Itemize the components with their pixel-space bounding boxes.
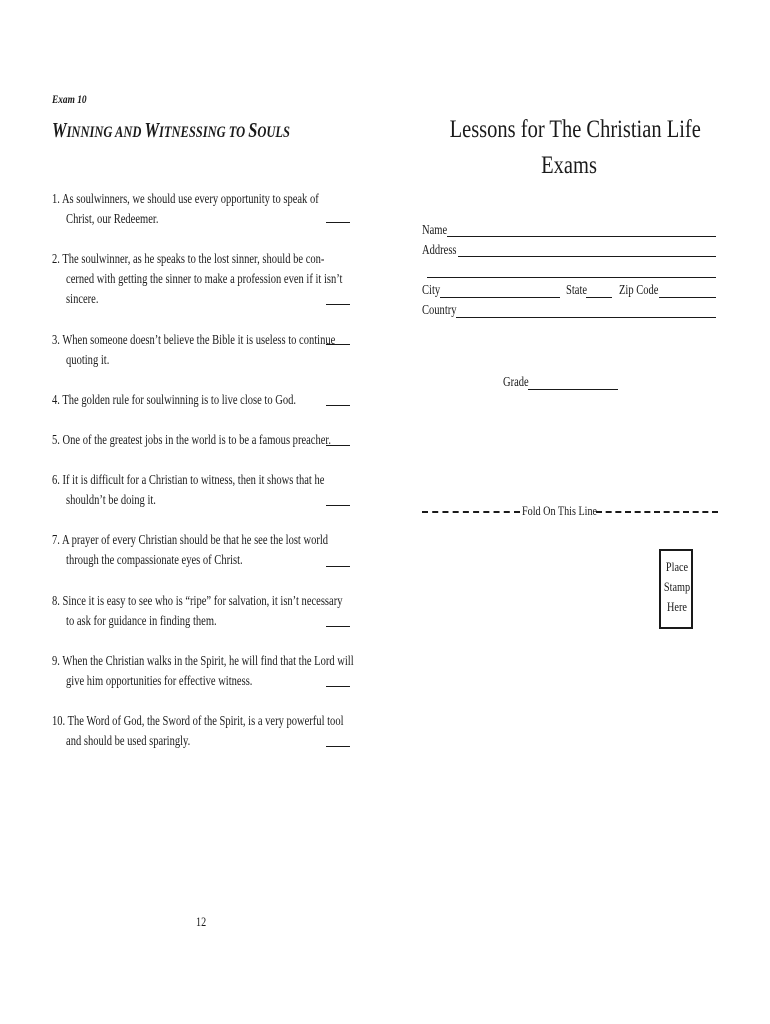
zip-code-field[interactable] — [659, 297, 716, 298]
country-field[interactable] — [456, 317, 716, 318]
exam-title: WINNING AND WITNESSING TO SOULS — [52, 118, 290, 142]
grade-label: Grade — [503, 374, 529, 389]
fold-line-left — [422, 511, 520, 513]
city-field[interactable] — [440, 297, 560, 298]
country-label: Country — [422, 302, 457, 317]
city-label: City — [422, 282, 441, 297]
question-4: 4. The golden rule for soulwinning is to live close to God. — [52, 392, 297, 407]
answer-blank-10[interactable] — [326, 746, 350, 747]
fold-line-label: Fold On This Line — [522, 503, 598, 518]
question-7: 7. A prayer of every Christian should be that he see the lost world through the compassionate eyes of Christ. — [52, 532, 329, 567]
state-label: State — [566, 282, 588, 297]
answer-blank-6[interactable] — [326, 505, 350, 506]
answer-blank-7[interactable] — [326, 566, 350, 567]
question-6: 6. If it is difficult for a Christian to witness, then it shows that he shouldn’t be doing it. — [52, 472, 325, 507]
question-5: 5. One of the greatest jobs in the world is to be a famous preacher. — [52, 432, 331, 447]
stamp-label: Place Stamp Here — [663, 560, 691, 614]
question-9: 9. When the Christian walks in the Spirit, he will find that the Lord will give him opportunities for effective witness. — [52, 653, 354, 688]
name-label: Name — [422, 222, 448, 237]
zip-code-label: Zip Code — [619, 282, 659, 297]
address-field[interactable] — [458, 256, 716, 257]
answer-blank-9[interactable] — [326, 686, 350, 687]
page-number: 12 — [196, 914, 207, 929]
address-field-2[interactable] — [427, 277, 716, 278]
answer-blank-4[interactable] — [326, 405, 350, 406]
grade-field[interactable] — [528, 389, 618, 390]
answer-blank-8[interactable] — [326, 626, 350, 627]
question-8: 8. Since it is easy to see who is “ripe” for salvation, it isn’t necessary to ask for guidance in finding them. — [52, 593, 343, 628]
answer-blank-1[interactable] — [326, 222, 350, 223]
answer-blank-5[interactable] — [326, 445, 350, 446]
question-1: 1. As soulwinners, we should use every opportunity to speak of Christ, our Redeemer. — [52, 191, 319, 226]
state-field[interactable] — [586, 297, 612, 298]
lessons-title: Lessons for The Christian Life Exams — [449, 116, 701, 179]
question-2: 2. The soulwinner, as he speaks to the lost sinner, should be con- cerned with getting the sinner to make a profession even if it isn’t sincere. — [52, 251, 343, 306]
address-label: Address — [422, 242, 457, 257]
answer-blank-3[interactable] — [326, 344, 350, 345]
fold-line-right — [596, 511, 718, 513]
answer-blank-2[interactable] — [326, 304, 350, 305]
question-3: 3. When someone doesn’t believe the Bible it is useless to continue quoting it. — [52, 332, 336, 367]
question-10: 10. The Word of God, the Sword of the Spirit, is a very powerful tool and should be used sparingly. — [52, 713, 344, 748]
name-field[interactable] — [447, 236, 716, 237]
exam-label: Exam 10 — [52, 92, 87, 106]
